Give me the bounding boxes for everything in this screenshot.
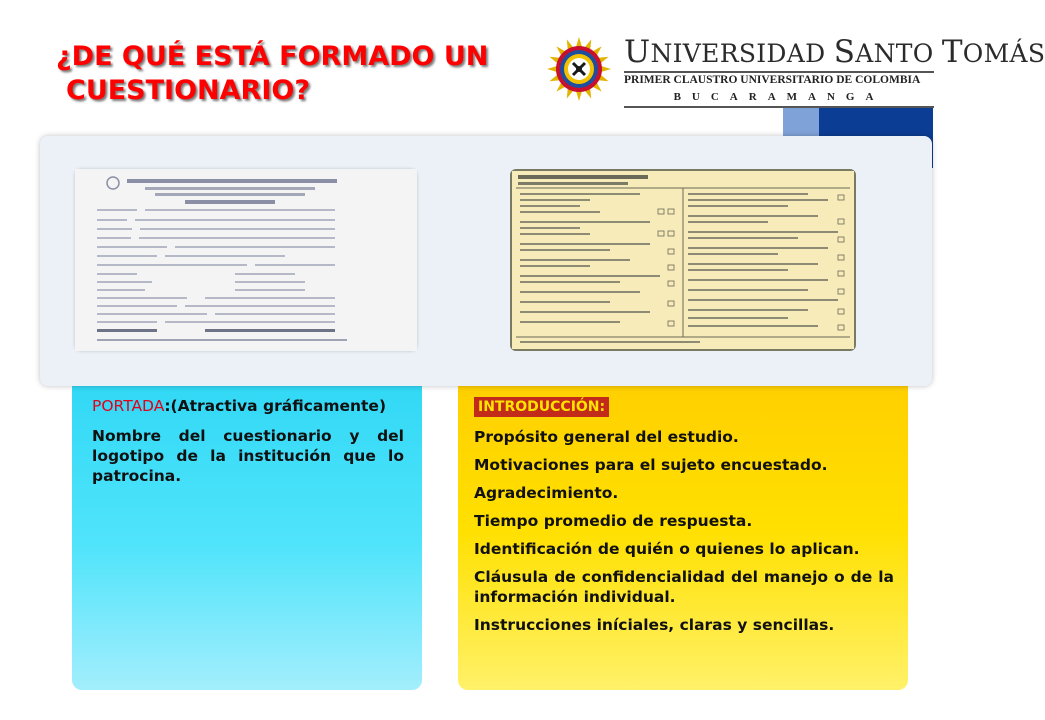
university-seal-icon [546,36,612,102]
introduccion-list [474,427,894,635]
list-item: Instrucciones iníciales, claras y sencillas. [474,616,835,634]
list-item: Identificación de quién o quienes lo aplican. [474,540,860,558]
logo-rule-top [624,71,934,73]
portada-text [92,396,404,493]
university-city: BUCARAMANGA [673,91,885,103]
documents-band [40,136,932,386]
introduccion-card [458,370,908,690]
university-logo [540,30,1045,110]
cuestionario-portada-image [75,169,417,351]
university-subtitle: PRIMER CLAUSTRO UNIVERSITARIO DE COLOMBIA [624,74,921,86]
list-item: Agradecimiento. [474,484,619,502]
portada-card [72,370,422,690]
slide-title [56,40,526,108]
list-item: Cláusula de confidencialidad del manejo o de la información individual. [474,568,894,606]
portada-body: Nombre del cuestionario y del logotipo de la institución que lo patrocina. [92,427,404,485]
list-item: Motivaciones para el sujeto encuestado. [474,456,828,474]
list-item: Tiempo promedio de respuesta. [474,512,753,530]
university-name: UNIVERSIDAD SANTO TOMÁS [624,34,1045,70]
introduccion-heading: INTRODUCCIÓN: [474,397,609,417]
introduccion-text [474,396,894,643]
portada-label-rest: :(Atractiva gráficamente) [164,397,387,415]
portada-label: PORTADA [92,397,165,415]
slide-title-line-2: CUESTIONARIO? [66,75,310,106]
list-item: Propósito general del estudio. [474,428,739,446]
slide-title-line-1: ¿DE QUÉ ESTÁ FORMADO UN [56,41,489,72]
evaluacion-nutricional-image [510,169,856,351]
